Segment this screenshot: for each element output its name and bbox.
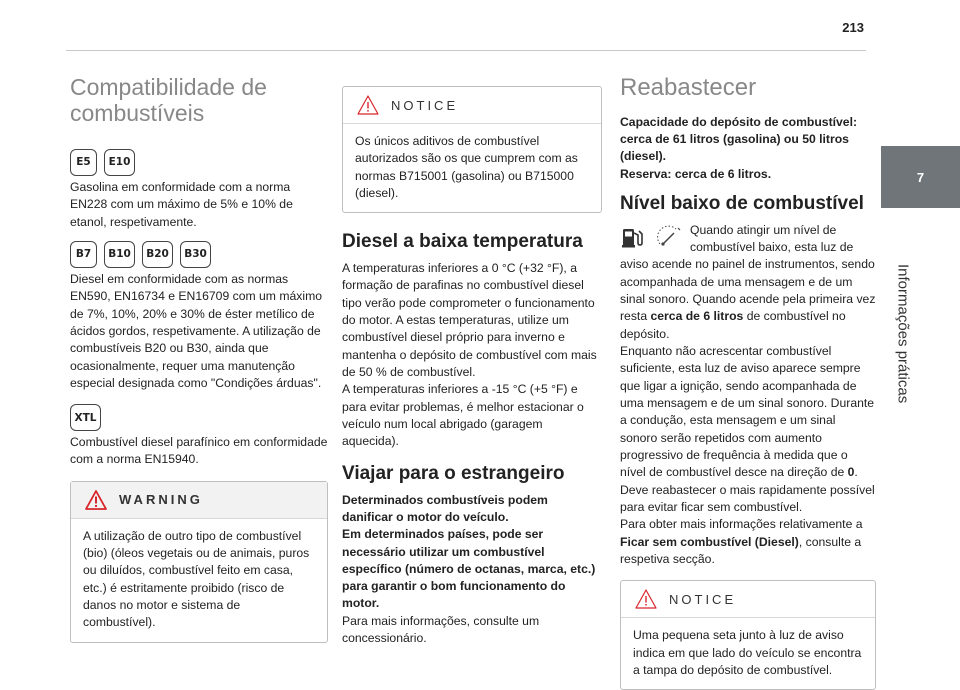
gasoline-badges xyxy=(70,149,328,176)
notice-text-2: Uma pequena seta junto à luz de aviso indica em que lado do veículo se encontra a tampa do depósito de combustível. xyxy=(633,628,862,677)
badge-b10: B10 xyxy=(104,241,135,268)
column-compatibility xyxy=(70,74,328,643)
low-fuel-title: Nível baixo de combustível xyxy=(620,192,864,214)
notice-text: Os únicos aditivos de combustível autorizados são os que cumprem com as normas B715001 (gasolina) ou B715000 (diesel). xyxy=(355,134,578,200)
badge-b20: B20 xyxy=(142,241,173,268)
page-number: 213 xyxy=(842,20,864,35)
badge-xtl: XTL xyxy=(70,404,101,431)
notice-header-2 xyxy=(621,581,875,618)
column-diesel xyxy=(342,86,602,647)
travel-bold-2: Em determinados países, pode ser necessário utilizar um combustível específico (número de octanas, marca, etc.) para garantir o bom funcionamento do motor. xyxy=(342,527,596,611)
low-fuel-link-bold: Ficar sem combustível (Diesel) xyxy=(620,534,799,549)
notice-header xyxy=(343,87,601,124)
badge-b30: B30 xyxy=(180,241,211,268)
travel-text: Para mais informações, consulte um concessionário. xyxy=(342,613,540,646)
low-fuel-p4: Para obter mais informações relativamente a Ficar sem combustível (Diesel), consulte a respetiva secção. xyxy=(620,517,863,566)
low-fuel-reserve-bold: cerca de 6 litros xyxy=(650,309,744,324)
warning-box xyxy=(70,481,328,643)
badge-b7: B7 xyxy=(70,241,97,268)
warning-triangle-icon xyxy=(85,490,107,510)
compatibility-title: Compatibilidade de combustíveis xyxy=(70,74,267,127)
notice-triangle-icon xyxy=(635,589,657,609)
warning-header xyxy=(71,482,327,519)
xtl-text: Combustível diesel parafínico em conformidade com a norma EN15940. xyxy=(70,435,328,467)
notice-box-additives xyxy=(342,86,602,213)
fuel-gauge-icon xyxy=(656,224,682,250)
low-fuel-block xyxy=(620,222,876,569)
warning-text: A utilização de outro tipo de combustível (bio) (óleos vegetais ou de animais, puros ou diluídos, combustível feito em casa, etc.) é estritamente proibido (risco de danos no motor e sistema de combustível). xyxy=(83,528,310,630)
low-fuel-p1: Quando atingir um nível de combustível baixo, esta luz de aviso acende no painel de instrumentos, sendo acompanhada de uma mensagem e de um sinal sonoro. Quando acende pela primeira vez resta cerca de 6 litros de combustível no depósito. xyxy=(620,222,876,341)
column-refuel xyxy=(620,74,876,690)
tank-reserve: Reserva: cerca de 6 litros. xyxy=(620,166,772,181)
warning-title: WARNING xyxy=(119,492,203,508)
refuel-title: Reabastecer xyxy=(620,74,757,101)
notice-triangle-icon xyxy=(357,95,379,115)
low-fuel-p2: Enquanto não acrescentar combustível suficiente, esta luz de aviso aparece sempre que ligar a ignição, sendo acompanhada de uma mensagem e de um sinal sonoro. Durante a condução, esta mensagem e um sinal sonoro serão repetidos com aumento progressivo de frequência à medida que o nível de combustível desce na direção de 0. xyxy=(620,344,875,480)
tank-capacity: Capacidade do depósito de combustível: cerca de 61 litros (gasolina) ou 50 litros (diesel). xyxy=(620,114,858,164)
chapter-title: Informações práticas xyxy=(894,264,912,404)
low-fuel-p3: Deve reabastecer o mais rapidamente possível para evitar ficar sem combustível. xyxy=(620,482,875,514)
diesel-low-temp-p1: A temperaturas inferiores a 0 °C (+32 °F), a formação de parafinas no combustível diesel tipo verão pode comprometer o funcionamento do motor. A estas temperaturas, utilize um combustível diesel próprio para inverno e mantenha o depósito de combustível com mais de 50 % de combustível. xyxy=(342,261,597,380)
diesel-low-temp-title: Diesel a baixa temperatura xyxy=(342,231,583,253)
badge-e10: E10 xyxy=(104,149,135,176)
low-fuel-icons xyxy=(620,224,682,250)
badge-e5: E5 xyxy=(70,149,97,176)
xtl-badges xyxy=(70,404,328,431)
notice-title: NOTICE xyxy=(391,97,459,113)
header-rule xyxy=(66,50,866,51)
travel-bold-1: Determinados combustíveis podem danificar o motor do veículo. xyxy=(342,492,548,524)
gasoline-text: Gasolina em conformidade com a norma EN228 com um máximo de 5% e 10% de etanol, respetivamente. xyxy=(70,179,293,229)
chapter-tab[interactable]: 7 xyxy=(881,146,960,208)
fuel-pump-icon xyxy=(620,224,646,250)
diesel-text: Diesel em conformidade com as normas EN590, EN16734 e EN16709 com um máximo de 7%, 10%, 20% e 30% de éster metílico de ácidos gordos, respetivamente. A utilização de combustíveis B20 ou B30, ainda que ocasionalmente, requer uma manutenção especial designada como "Condições árduas". xyxy=(70,271,323,390)
diesel-badges xyxy=(70,241,328,268)
diesel-low-temp-p2: A temperaturas inferiores a -15 °C (+5 °F) e para evitar problemas, é melhor estacionar o veículo num local abrigado (garagem aquecida). xyxy=(342,382,584,449)
travel-abroad-title: Viajar para o estrangeiro xyxy=(342,462,565,484)
notice-box-arrow xyxy=(620,580,876,690)
notice-title-2: NOTICE xyxy=(669,591,737,607)
